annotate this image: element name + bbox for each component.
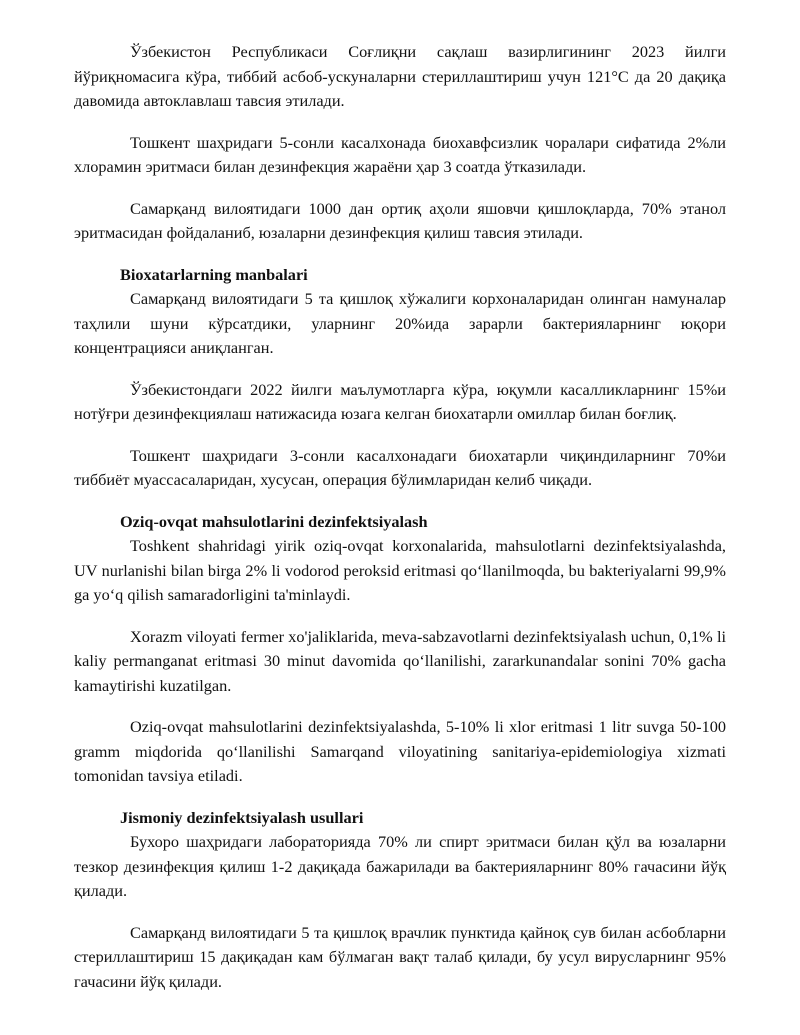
section-paragraph: Toshkent shahridagi yirik oziq-ovqat korxonalarida, mahsulotlarni dezinfektsiyalashda, UV nurlanishi bilan birga 2% li vodorod peroksid eritmasi qo‘llanilmoqda, bu bakteriyalarni 99,9% ga yo‘q qilish samaradorligini ta'minlaydi. <box>74 536 726 604</box>
section-food-disinfection <box>74 510 726 789</box>
section-heading: Jismoniy dezinfektsiyalash usullari <box>120 807 364 827</box>
intro-paragraph-2: Тошкент шаҳридаги 5-сонли касалхонада биохавфсизлик чоралари сифатида 2%ли хлорамин эритмаси билан дезинфекция жараёни ҳар 3 соатда ўтказилади. <box>74 132 726 176</box>
section-paragraph: Xorazm viloyati fermer xo'jaliklarida, meva-sabzavotlarni dezinfektsiyalash uchun, 0,1% li kaliy permanganat eritmasi 30 minut davomida qo‘llanilishi, zararkunandalar sonini 70% gacha kamaytirishi kuzatilgan. <box>74 626 726 695</box>
section-paragraph: Самарқанд вилоятидаги 5 та қишлоқ врачлик пунктида қайноқ сув билан асбобларни стериллаштириш 15 дақиқадан кам бўлмаган вақт талаб қилади, бу усул вирусларнинг 95% гачасини йўқ қилади. <box>74 922 726 991</box>
section-paragraph: Oziq-ovqat mahsulotlarini dezinfektsiyalashda, 5-10% li xlor eritmasi 1 litr suvga 50-100 gramm miqdorida qo‘llanilishi Samarqand viloyatining sanitariya-epidemiologiya xizmati tomonidan tavsiya etiladi. <box>74 717 726 785</box>
section-paragraph: Бухоро шаҳридаги лабораторияда 70% ли спирт эритмаси билан қўл ва юзаларни тезкор дезинфекция қилиш 1-2 дақиқада бажарилади ва бактерияларнинг 80% гачасини йўқ қилади. <box>74 832 726 900</box>
document-page <box>74 40 726 1011</box>
section-biohazard-sources <box>74 263 726 493</box>
intro-paragraph-3: Самарқанд вилоятидаги 1000 дан ортиқ аҳоли яшовчи қишлоқларда, 70% этанол эритмасидан фойдаланиб, юзаларни дезинфекция қилиш тавсия этилади. <box>74 198 726 242</box>
section-paragraph: Тошкент шаҳридаги 3-сонли касалхонадаги биохатарли чиқиндиларнинг 70%и тиббиёт муассасаларидан, хусусан, операция бўлимларидан келиб чиқади. <box>74 445 726 489</box>
section-paragraph: Самарқанд вилоятидаги 5 та қишлоқ хўжалиги корхоналаридан олинган намуналар таҳлили шуни кўрсатдики, уларнинг 20%ида зарарли бактерияларнинг юқори концентрацияси аниқланган. <box>74 289 726 357</box>
section-physical-disinfection <box>74 806 726 995</box>
intro-paragraph-1: Ўзбекистон Республикаси Соғлиқни сақлаш вазирлигининг 2023 йилги йўриқномасига кўра, тиббий асбоб-ускуналарни стериллаштириш учун 121°C да 20 дақиқа давомида автоклавлаш тавсия этилади. <box>74 42 726 110</box>
section-heading: Oziq-ovqat mahsulotlarini dezinfektsiyalash <box>120 511 428 531</box>
section-paragraph: Ўзбекистондаги 2022 йилги маълумотларга кўра, юқумли касалликларнинг 15%и нотўғри дезинфекциялаш натижасида юзага келган биохатарли омиллар билан боғлиқ. <box>74 379 726 423</box>
section-heading: Bioxatarlarning manbalari <box>120 264 308 284</box>
